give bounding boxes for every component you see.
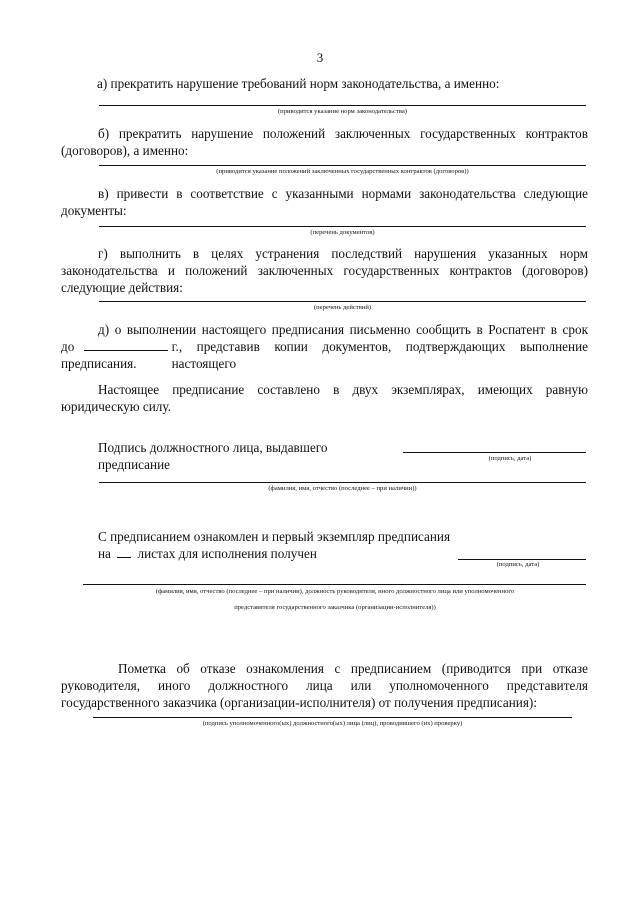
acknowledgement-name-line[interactable]: [83, 584, 586, 585]
acknowledgement-line2-rest: листах для исполнения получен: [137, 546, 317, 561]
page-number: 3: [316, 50, 324, 65]
item-d-line2-rest: г., представив копии документов, подтверждающих выполнение настоящего: [171, 339, 588, 371]
copies-paragraph: Настоящее предписание составлено в двух экземплярах, имеющих равную юридическую силу.: [61, 382, 588, 414]
item-g-line: [99, 301, 586, 302]
refusal-line[interactable]: [93, 717, 572, 718]
acknowledgement-signature-line[interactable]: [458, 559, 586, 560]
refusal-caption: (подпись уполномоченного(ых) должностного(ых) лица (лиц), проводившего (их) проверку): [202, 720, 463, 727]
item-v-text: в) привести в соответствие с указанными нормами законодательства следующие документы:: [61, 186, 588, 218]
item-a-caption: (приводится указание норм законодательства): [277, 108, 408, 115]
item-g-caption: (перечень действий): [313, 304, 372, 311]
acknowledgement-name-caption-2: представителя государственного заказчика (организации-исполнителя)): [234, 604, 436, 611]
official-name-caption: (фамилия, имя, отчество (последнее – при наличии)): [268, 485, 417, 492]
acknowledgement-name-caption-1: (фамилия, имя, отчество (последнее – при наличии), должность руководителя, иного должностного лица или уполномоченного: [155, 588, 515, 595]
item-b-line: [99, 165, 586, 166]
item-v-line: [99, 226, 586, 227]
item-v-caption: (перечень документов): [310, 229, 375, 236]
deadline-date-field[interactable]: [84, 338, 168, 351]
official-signature-line[interactable]: [403, 452, 586, 453]
acknowledgement-signature-caption: (подпись, дата): [496, 561, 540, 568]
official-signature-caption: (подпись, дата): [488, 455, 532, 462]
item-d-prefix: до: [61, 339, 75, 354]
item-a-line: [99, 105, 586, 106]
sheet-count-field[interactable]: [117, 545, 131, 558]
official-signature-label: Подпись должностного лица, выдавшего предписание: [98, 440, 328, 472]
acknowledgement-line2: [98, 545, 418, 562]
item-a-text: а) прекратить нарушение требований норм законодательства, а именно:: [97, 76, 500, 91]
item-g-text: г) выполнить в целях устранения последствий нарушения указанных норм законодательства и положений заключенных государственных контрактов (договоров) следующие действия:: [61, 246, 588, 295]
refusal-paragraph: Пометка об отказе ознакомления с предписанием (приводится при отказе руководителя, иного должностного лица или уполномоченного представителя государственного заказчика (организации-исполнителя) от получения предписания):: [61, 661, 588, 710]
acknowledgement-prefix: на: [98, 546, 111, 561]
item-d-line3: предписания.: [61, 356, 137, 371]
official-name-line[interactable]: [99, 482, 586, 483]
acknowledgement-line1: С предписанием ознакомлен и первый экземпляр предписания: [98, 529, 451, 544]
item-d-line1: д) о выполнении настоящего предписания письменно сообщить в Роспатент в срок: [98, 322, 588, 337]
item-b-caption: (приводится указание положений заключенных государственных контрактов (договоров)): [216, 168, 469, 175]
item-b-text: б) прекратить нарушение положений заключенных государственных контрактов (договоров), а именно:: [61, 126, 588, 158]
